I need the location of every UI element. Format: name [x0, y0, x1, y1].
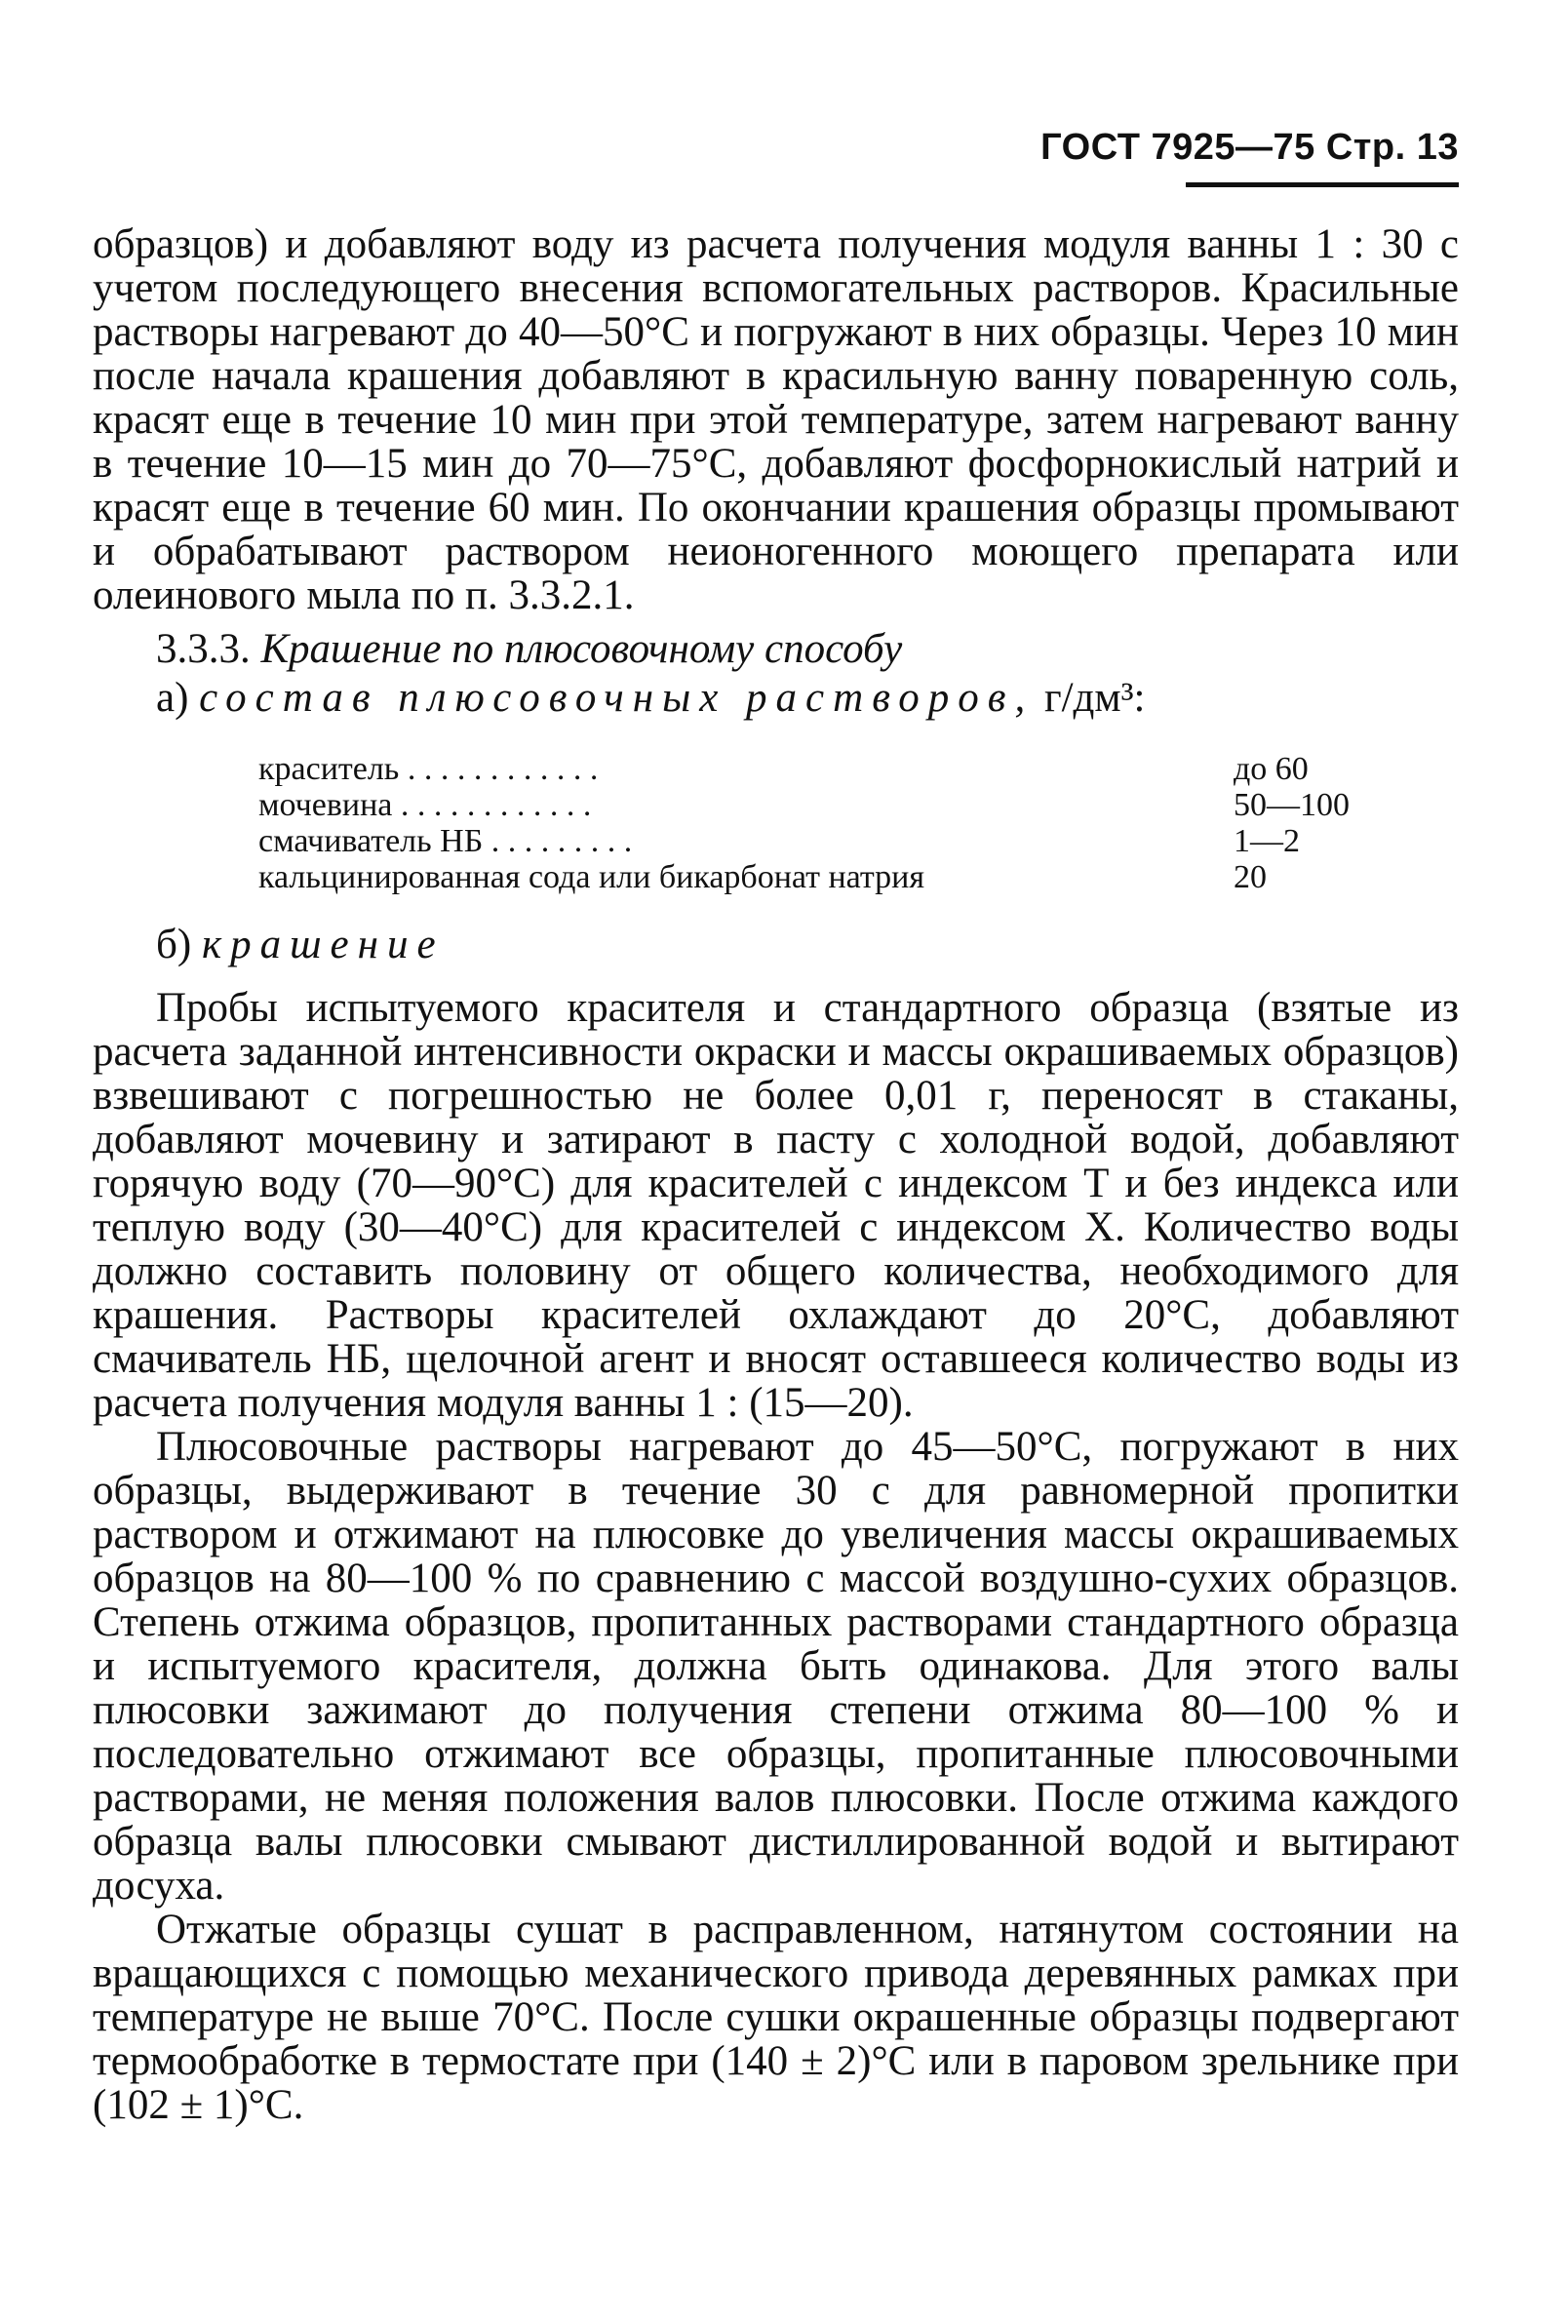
composition-value: до 60 — [1234, 751, 1309, 787]
subhead-a-unit: г/дм³: — [1043, 675, 1146, 721]
subhead-a-label: состав плюсовочных растворов, — [199, 675, 1035, 721]
header-rule — [1186, 182, 1459, 187]
composition-row — [258, 787, 1370, 823]
paragraph-padding: Плюсовочные растворы нагревают до 45—50°С, погружают в них образцы, выдерживают в течение 30 с для равномерной пропитки раствором и отжимают на плюсовке до увеличения массы окрашиваемых образцов на 80—100 % по сравнению с массой воздушно-сухих образцов. Степень отжима образцов, пропитанных растворами стандартного образца и испытуемого красителя, должна быть одинакова. Для этого валы плюсовки зажимают до получения степени отжима 80—100 % и последовательно отжимают все образцы, пропитанные плюсовочными растворами, не меняя положения валов плюсовки. После отжима каждого образца валы плюсовки смывают дистиллированной водой и вытирают досуха. — [93, 1424, 1459, 1909]
subhead-a-marker: а) — [156, 675, 189, 721]
paragraph-drying: Отжатые образцы сушат в расправленном, натянутом состоянии на вращающихся с помощью механического привода деревянных рамках при температуре не выше 70°С. После сушки окрашенные образцы подвергают термообработке в термостате при (140 ± 2)°С или в паровом зрельнике при (102 ± 1)°С. — [93, 1907, 1459, 2128]
subhead-b — [93, 923, 1459, 966]
composition-name: смачиватель НБ . . . . . . . . . — [258, 823, 633, 859]
section-heading — [93, 627, 1459, 671]
subhead-b-marker: б) — [156, 922, 192, 967]
paragraph-samples: Пробы испытуемого красителя и стандартного образца (взятые из расчета заданной интенсивности окраски и массы окрашиваемых образцов) взвешивают с погрешностью не более 0,01 г, переносят в стаканы, добавляют мочевину и затирают в пасту с холодной водой, добавляют горячую воду (70—90°С) для красителей с индексом Т и без индекса или теплую воду (30—40°С) для красителей с индексом Х. Количество воды должно составить половину от общего количества, необходимого для крашения. Растворы красителей охлаждают до 20°С, добавляют смачиватель НБ, щелочной агент и вносят оставшееся количество воды из расчета получения модуля ванны 1 : (15—20). — [93, 985, 1459, 1426]
composition-value: 20 — [1234, 859, 1267, 895]
composition-value: 50—100 — [1234, 787, 1350, 823]
composition-row — [258, 751, 1370, 787]
page-header — [971, 127, 1459, 187]
composition-list — [258, 751, 1370, 895]
page-body — [93, 222, 1459, 2127]
composition-name: краситель . . . . . . . . . . . . — [258, 751, 599, 787]
header-text: ГОСТ 7925—75 Стр. 13 — [1040, 127, 1459, 168]
composition-name: мочевина . . . . . . . . . . . . — [258, 787, 592, 823]
section-title: Крашение по плюсовочному способу — [260, 626, 903, 672]
subhead-a — [93, 676, 1459, 720]
composition-row — [258, 823, 1370, 859]
section-number: 3.3.3. — [156, 626, 251, 672]
subhead-b-label: крашение — [201, 922, 445, 967]
composition-value: 1—2 — [1234, 823, 1300, 859]
composition-name: кальцинированная сода или бикарбонат натрия — [258, 859, 924, 895]
composition-row — [258, 859, 1370, 895]
paragraph-continuation: образцов) и добавляют воду из расчета получения модуля ванны 1 : 30 с учетом последующего внесения вспомогательных растворов. Красильные растворы нагревают до 40—50°С и погружают в них образцы. Через 10 мин после начала крашения добавляют в красильную ванну поваренную соль, красят еще в течение 10 мин при этой температуре, затем нагревают ванну в течение 10—15 мин до 70—75°С, добавляют фосфорнокислый натрий и красят еще в течение 60 мин. По окончании крашения образцы промывают и обрабатывают раствором неионогенного моющего препарата или олеинового мыла по п. 3.3.2.1. — [93, 221, 1459, 618]
